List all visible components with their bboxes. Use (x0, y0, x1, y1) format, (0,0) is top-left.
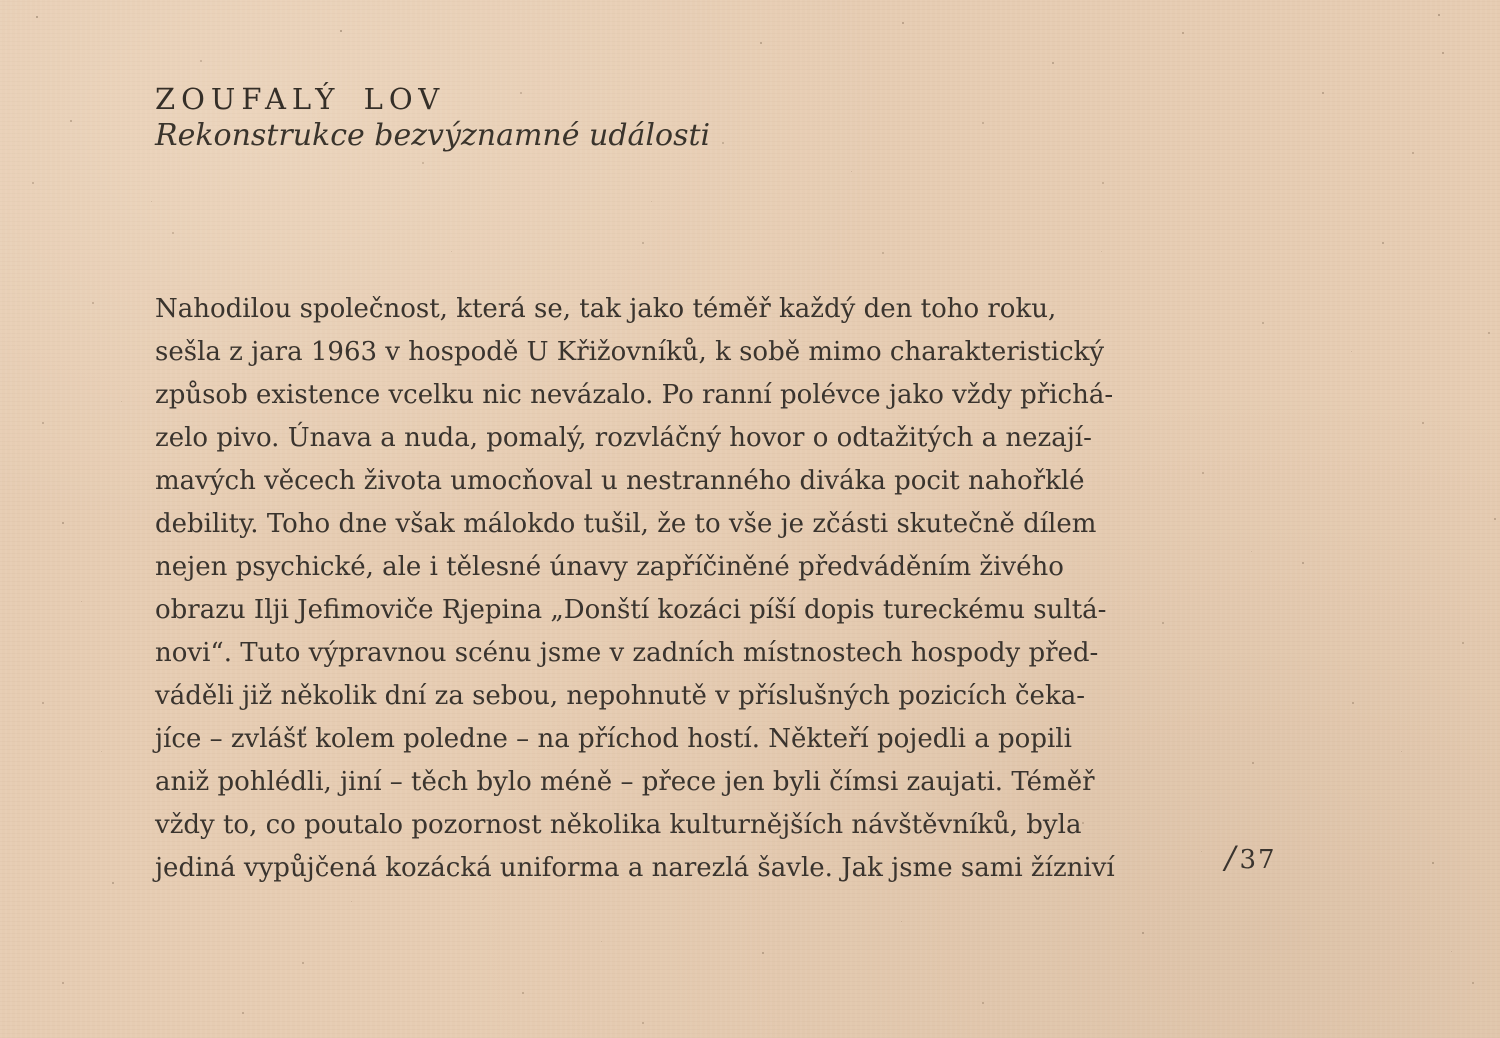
body-line: aniž pohlédli, jiní – těch bylo méně – přece jen byli čímsi zaujati. Téměř (155, 767, 1095, 797)
body-line: zelo pivo. Únava a nuda, pomalý, rozvláčný hovor o odtažitých a nezají- (155, 423, 1092, 453)
body-paragraph (155, 288, 1115, 890)
body-line: Nahodilou společnost, která se, tak jako téměř každý den toho roku, (155, 294, 1057, 324)
body-line: váděli již několik dní za sebou, nepohnutě v příslušných pozicích čeka- (155, 681, 1085, 711)
body-line: sešla z jara 1963 v hospodě U Křižovníků, k sobě mimo charakteristický (155, 337, 1105, 367)
body-line: novi“. Tuto výpravnou scénu jsme v zadních místnostech hospody před- (155, 638, 1099, 668)
page-number (1225, 840, 1277, 876)
paper-fine-speckles-decoration (0, 0, 1, 1)
body-line: vždy to, co poutalo pozornost několika kulturnějších návštěvníků, byla (155, 810, 1082, 840)
chapter-subtitle: Rekonstrukce bezvýznamné události (155, 118, 711, 153)
body-line: jíce – zvlášť kolem poledne – na příchod hostí. Někteří pojedli a popili (155, 724, 1072, 754)
body-line: debility. Toho dne však málokdo tušil, že to vše je zčásti skutečně dílem (155, 509, 1097, 539)
chapter-title: ZOUFALÝ LOV (155, 82, 446, 116)
body-line: jediná vypůjčená kozácká uniforma a narezlá šavle. Jak jsme sami žízniví (155, 853, 1115, 883)
page-number-value: 37 (1239, 845, 1277, 875)
body-line: nejen psychické, ale i tělesné únavy zapříčiněné předváděním živého (155, 552, 1064, 582)
body-line: mavých věcech života umocňoval u nestranného diváka pocit nahořklé (155, 466, 1085, 496)
page-number-slash: / (1225, 840, 1238, 876)
body-line: obrazu Ilji Jefimoviče Rjepina „Donští kozáci píší dopis tureckému sultá- (155, 595, 1107, 625)
body-line: způsob existence vcelku nic nevázalo. Po ranní polévce jako vždy přichá- (155, 380, 1114, 410)
